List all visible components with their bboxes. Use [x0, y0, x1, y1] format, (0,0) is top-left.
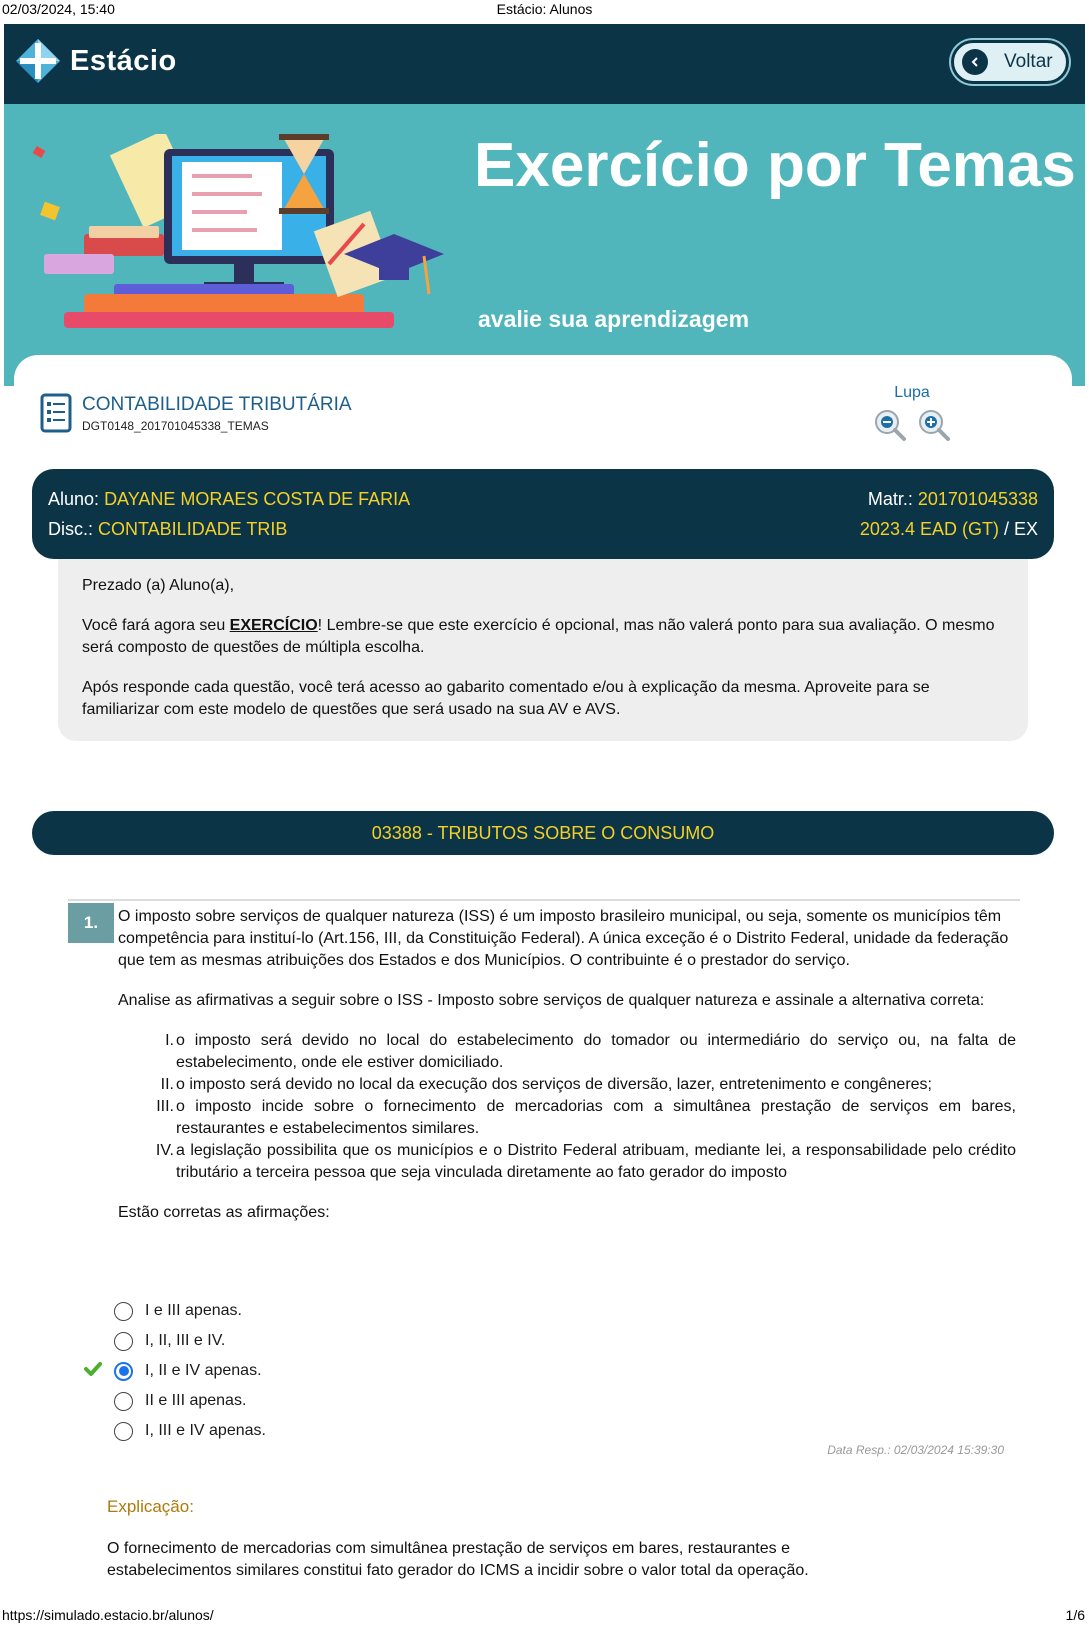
print-datetime: 02/03/2024, 15:40: [2, 1, 115, 17]
topic-header: 03388 - TRIBUTOS SOBRE O CONSUMO: [32, 811, 1054, 855]
matricula-label: Matr.:: [867, 489, 913, 509]
document-list-icon: [40, 393, 74, 433]
response-timestamp: Data Resp.: 02/03/2024 15:39:30: [827, 1443, 1004, 1457]
radio-button[interactable]: [114, 1422, 133, 1441]
study-illustration: [24, 134, 454, 344]
chevron-left-icon: [962, 49, 988, 75]
exercise-link[interactable]: EXERCÍCIO: [229, 617, 318, 634]
answer-option-3[interactable]: I, II e IV apenas.: [84, 1356, 266, 1386]
estacio-logo[interactable]: [14, 37, 177, 85]
course-name: CONTABILIDADE TRIBUTÁRIA: [82, 394, 352, 415]
radio-button[interactable]: [114, 1392, 133, 1411]
zoom-controls: [862, 384, 962, 442]
question-intro: O imposto sobre serviços de qualquer natureza (ISS) é um imposto brasileiro municipal, ou seja, somente os municípios têm competência para instituí-lo (Art.156, III, da Constituição Federal). A única exceção é o Distrito Federal, unidade da federação que tem as mesmas atribuições dos Estados e dos Municípios. O contribuinte é o prestador do serviço.: [118, 908, 1009, 969]
question-prompt: Analise as afirmativas a seguir sobre o ISS - Imposto sobre serviços de qualquer natureza e assinale a alternativa correta:: [118, 992, 985, 1009]
student-info-bar: [32, 469, 1054, 559]
print-page-number: 1/6: [1065, 1607, 1085, 1623]
instructions-box: [58, 559, 1028, 741]
discipline-field: [48, 519, 287, 540]
period-value: 2023.4 EAD (GT): [859, 519, 999, 539]
print-page-title: Estácio: Alunos: [496, 1, 593, 17]
statement-item: III. o imposto incide sobre o fornecimento de mercadorias com a simultânea prestação de serviços em bares, restaurantes e estabelecimentos similares.: [156, 1098, 1016, 1137]
answer-option-4[interactable]: II e III apenas.: [84, 1386, 266, 1416]
question-body: [118, 906, 1016, 1242]
statement-item: II. o imposto será devido no local da execução dos serviços de diversão, lazer, entretenimento e congêneres;: [160, 1076, 932, 1093]
radio-button[interactable]: [114, 1302, 133, 1321]
print-footer: [0, 1605, 1089, 1627]
correct-check-icon: [84, 1361, 102, 1377]
course-code: DGT0148_201701045338_TEMAS: [82, 419, 269, 433]
statement-item: I. o imposto será devido no local do estabelecimento do tomador ou intermediário do serviço ou, na falta de estabelecimento, onde ele estiver domiciliado.: [165, 1032, 1016, 1071]
answer-option-5[interactable]: I, III e IV apenas.: [84, 1416, 266, 1446]
estacio-logo-icon: [14, 37, 62, 85]
statement-list: [118, 1030, 1016, 1184]
top-bar: [4, 24, 1085, 104]
instructions-paragraph-1: Você fará agora seu EXERCÍCIO! Lembre-se que este exercício é opcional, mas não valerá ponto para sua avaliação. O mesmo será composto de questões de múltipla escolha.: [82, 617, 995, 656]
hero-title: Exercício por Temas: [474, 131, 1076, 200]
statement-item: IV. a legislação possibilita que os municípios e o Distrito Federal atribuam, mediante lei, a responsabilidade pelo crédito tributário a terceira pessoa que seja vinculada diretamente ao fato gerador do imposto: [155, 1142, 1016, 1181]
hero-banner: [4, 104, 1085, 386]
discipline-value: CONTABILIDADE TRIB: [98, 519, 288, 539]
radio-button-selected[interactable]: [114, 1362, 133, 1381]
answer-option-1[interactable]: I e III apenas.: [84, 1296, 266, 1326]
question-number: 1.: [68, 903, 114, 943]
explanation-text: O fornecimento de mercadorias com simultânea prestação de serviços em bares, restaurantes e estabelecimentos similares constitui fato gerador do ICMS a incidir sobre o valor total da operação.: [107, 1540, 809, 1579]
student-name: DAYANE MORAES COSTA DE FARIA: [104, 489, 411, 509]
greeting: Prezado (a) Aluno(a),: [82, 577, 235, 594]
back-button[interactable]: [951, 40, 1069, 84]
logo-text: Estácio: [70, 44, 177, 77]
matricula-value: 201701045338: [917, 489, 1038, 509]
exam-type: EX: [1013, 519, 1038, 539]
question-closing: Estão corretas as afirmações:: [118, 1204, 330, 1221]
matricula-field: [868, 489, 1038, 510]
period-separator: /: [998, 519, 1014, 539]
zoom-in-icon[interactable]: [917, 408, 951, 442]
print-url: https://simulado.estacio.br/alunos/: [2, 1607, 214, 1623]
answer-options: [84, 1296, 266, 1446]
answer-option-2[interactable]: I, II, III e IV.: [84, 1326, 266, 1356]
discipline-label: Disc.:: [48, 519, 93, 539]
hero-subtitle: avalie sua aprendizagem: [478, 306, 750, 332]
question-divider: [68, 899, 1020, 901]
zoom-out-icon[interactable]: [873, 408, 907, 442]
course-header: [40, 393, 352, 433]
student-name-field: [48, 489, 410, 510]
aluno-label: Aluno:: [48, 489, 100, 509]
print-header: [0, 0, 1089, 22]
period-field: [860, 519, 1038, 540]
back-button-label: Voltar: [1004, 51, 1053, 72]
explanation-label: Explicação:: [107, 1497, 194, 1516]
zoom-label: Lupa: [894, 384, 930, 401]
radio-button[interactable]: [114, 1332, 133, 1351]
instructions-paragraph-2: Após responde cada questão, você terá acesso ao gabarito comentado e/ou à explicação da mesma. Aproveite para se familiarizar com este modelo de questões que será usado na sua AV e AVS.: [82, 679, 930, 718]
